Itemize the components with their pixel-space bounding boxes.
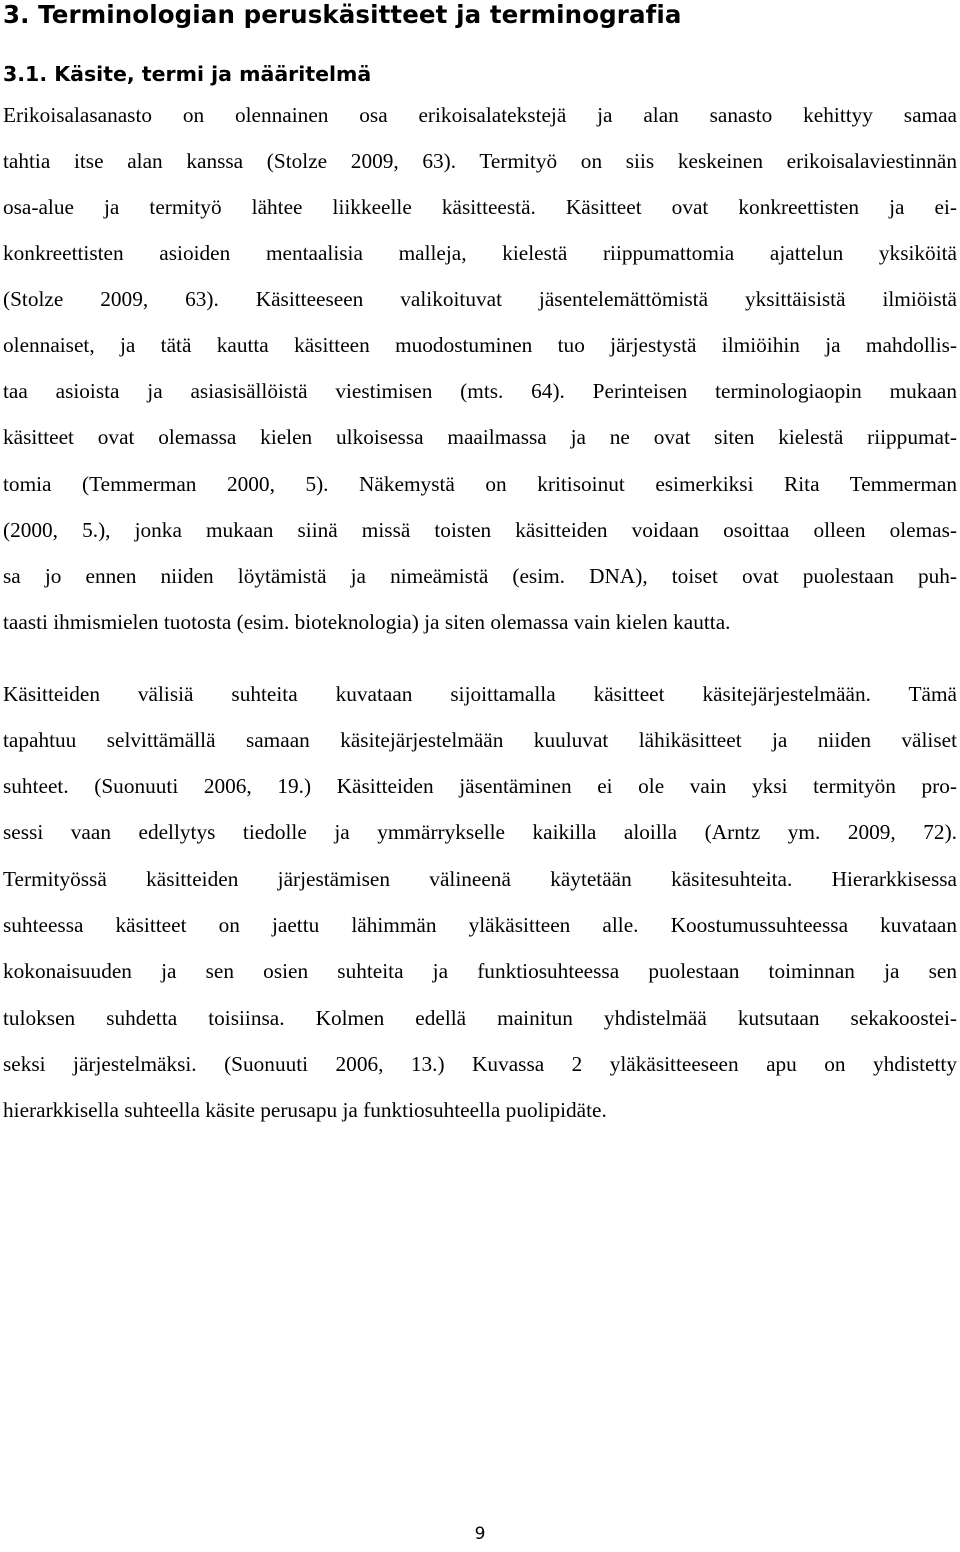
paragraph-line: suhteet. (Suonuuti 2006, 19.) Käsitteiden jäsentäminen ei ole vain yksi termityön pro- [3,774,957,798]
paragraph-line: sa jo ennen niiden löytämistä ja nimeämistä (esim. DNA), toiset ovat puolestaan puh- [3,564,957,588]
paragraph-line: (2000, 5.), jonka mukaan siinä missä toisten käsitteiden voidaan osoittaa olleen olemas- [3,518,957,542]
paragraph-line: sessi vaan edellytys tiedolle ja ymmärrykselle kaikilla aloilla (Arntz ym. 2009, 72). [3,820,957,844]
chapter-heading: 3. Terminologian peruskäsitteet ja terminografia [3,0,682,29]
paragraph-line: tapahtuu selvittämällä samaan käsitejärjestelmään kuuluvat lähikäsitteet ja niiden väliset [3,728,957,752]
paragraph-line: Erikoisalasanasto on olennainen osa erikoisalatekstejä ja alan sanasto kehittyy samaa [3,103,957,127]
paragraph-line: käsitteet ovat olemassa kielen ulkoisessa maailmassa ja ne ovat siten kielestä riippumat- [3,425,957,449]
paragraph-line: osa-alue ja termityö lähtee liikkeelle käsitteestä. Käsitteet ovat konkreettisten ja ei- [3,195,957,219]
paragraph-line: taasti ihmismielen tuotosta (esim. bioteknologia) ja siten olemassa vain kielen kautta. [3,610,731,634]
paragraph-line: Käsitteiden välisiä suhteita kuvataan sijoittamalla käsitteet käsitejärjestelmään. Tämä [3,682,957,706]
paragraph-line: kokonaisuuden ja sen osien suhteita ja funktiosuhteessa puolestaan toiminnan ja sen [3,959,957,983]
paragraph-line: seksi järjestelmäksi. (Suonuuti 2006, 13.) Kuvassa 2 yläkäsitteeseen apu on yhdistetty [3,1052,957,1076]
page-number: 9 [474,1524,486,1544]
paragraph-line: Termityössä käsitteiden järjestämisen välineenä käytetään käsitesuhteita. Hierarkkisessa [3,867,957,891]
paragraph-line: suhteessa käsitteet on jaettu lähimmän yläkäsitteen alle. Koostumussuhteessa kuvataan [3,913,957,937]
paragraph-line: tuloksen suhdetta toisiinsa. Kolmen edellä mainitun yhdistelmää kutsutaan sekakoostei- [3,1006,957,1030]
paragraph-line: taa asioista ja asiasisällöistä viestimisen (mts. 64). Perinteisen terminologiaopin mukaan [3,379,957,403]
section-heading: 3.1. Käsite, termi ja määritelmä [3,62,372,86]
paragraph-line: tahtia itse alan kanssa (Stolze 2009, 63). Termityö on siis keskeinen erikoisalaviestinnän [3,149,957,173]
paragraph-line: hierarkkisella suhteella käsite perusapu ja funktiosuhteella puolipidäte. [3,1098,607,1122]
paragraph-line: konkreettisten asioiden mentaalisia malleja, kielestä riippumattomia ajattelun yksiköitä [3,241,957,265]
paragraph-line: olennaiset, ja tätä kautta käsitteen muodostuminen tuo järjestystä ilmiöihin ja mahdollis- [3,333,957,357]
paragraph-line: (Stolze 2009, 63). Käsitteeseen valikoituvat jäsentelemättömistä yksittäisistä ilmiöistä [3,287,957,311]
paragraph-line: tomia (Temmerman 2000, 5). Näkemystä on kritisoinut esimerkiksi Rita Temmerman [3,472,957,496]
